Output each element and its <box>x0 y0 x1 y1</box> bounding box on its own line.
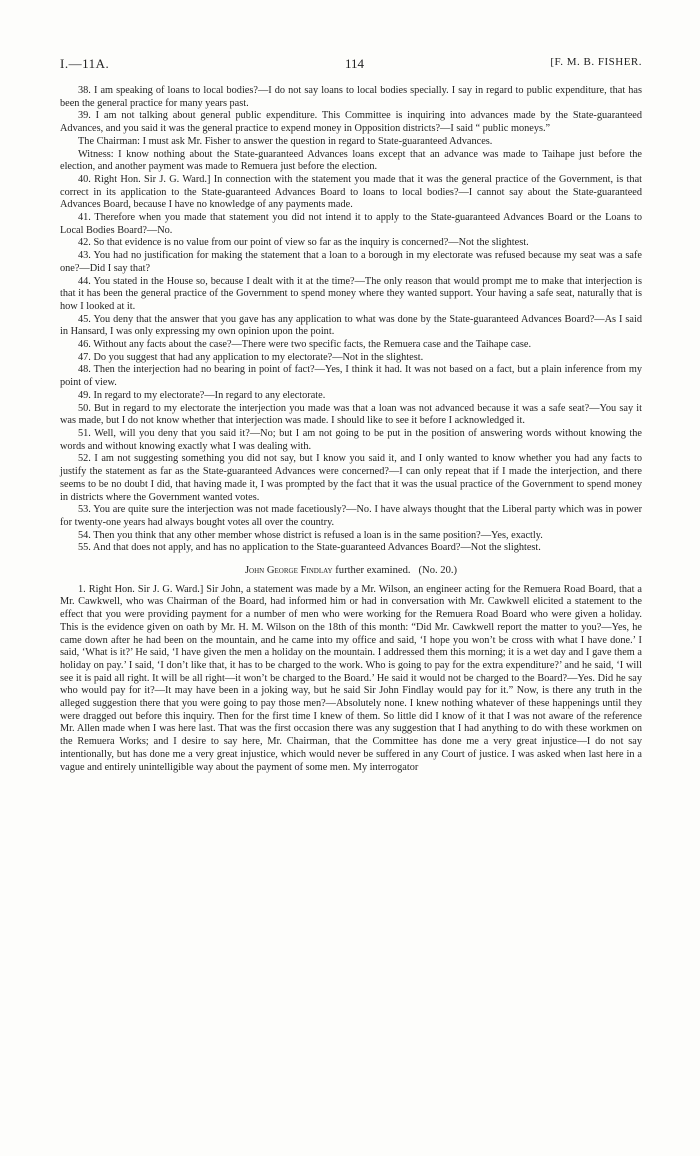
paragraph-q47: 47. Do you suggest that had any application to my electorate?—Not in the slightest. <box>78 351 424 363</box>
paragraph-q55: 55. And that does not apply, and has no application to the State-guaranteed Advances Board?—Not the slightest. <box>78 542 541 554</box>
paragraph-q42: 42. So that evidence is no value from our point of view so far as the inquiry is concerned?—Not the slightest. <box>78 237 529 249</box>
paragraph-q50: 50. But in regard to my electorate the interjection you made was that a loan was not advanced because it was a safe seat?—You say it was made, but I do not know whether that interjection was made. I should like to see it before I acknowledged it. <box>60 402 642 427</box>
paragraph-witness: Witness: I know nothing about the State-guaranteed Advances loans except that an advance was made to Taihape just before the election, and another payment was made to Remuera just before the election. <box>60 148 642 173</box>
witness-section-heading <box>60 565 642 578</box>
paragraph-q44: 44. You stated in the House so, because I dealt with it at the time?—The only reason that would prompt me to make that interjection is that it has been the general practice of the Government to spend money where they wanted support. Your having a safe seat, naturally that is how I looked at it. <box>60 275 642 312</box>
paragraph-q51: 51. Well, will you deny that you said it?—No; but I am not going to be put in the position of answering words without knowing the words and without knowing exactly what I was dealing with. <box>60 427 642 452</box>
header-parliamentary-paper-reference: I.—11A. <box>60 56 110 71</box>
paragraph-q38: 38. I am speaking of loans to local bodies?—I do not say loans to local bodies specially. I say in regard to public expenditure, that has been the general practice for many years past. <box>60 85 642 109</box>
page-header <box>60 56 642 74</box>
paragraph-q45: 45. You deny that the answer that you gave has any application to what was done by the State-guaranteed Advances Board?—As I said in Hansard, I was only expressing my own opinion upon the point. <box>60 313 642 338</box>
paragraph-q48: 48. Then the interjection had no bearing in point of fact?—Yes, I think it had. It was not based on a fact, but a plain inference from my point of view. <box>60 364 642 389</box>
header-page-number: 114 <box>345 56 365 71</box>
paragraph-q52: 52. I am not suggesting something you did not say, but I know you said it, and I only wanted to know whether you had any facts to justify the statement as far as the State-guaranteed Advances were concerned?—I can only repeat that if I made the interjection, and there seems to be no doubt I did, that having made it, I was prompted by the fact that it was the usual practice of the Government to spend money in districts where the Government wanted votes. <box>60 453 642 503</box>
header-witness-name: [F. M. B. FISHER. <box>550 56 642 68</box>
paragraph-q43: 43. You had no justification for making the statement that a loan to a borough in my electorate was refused because my seat was a safe one?—Did I say that? <box>60 250 642 274</box>
paragraph-chairman: The Chairman: I must ask Mr. Fisher to answer the question in regard to State-guaranteed Advances. <box>78 135 493 147</box>
paragraph-q46: 46. Without any facts about the case?—There were two specific facts, the Remuera case and the Taihape case. <box>78 339 532 351</box>
paragraph-q49: 49. In regard to my electorate?—In regard to any electorate. <box>78 389 326 401</box>
paragraph-q41: 41. Therefore when you made that statement you did not intend it to apply to the State-guaranteed Advances Board or the Loans to Local Bodies Board?—No. <box>60 212 642 236</box>
paragraph-q40: 40. Right Hon. Sir J. G. Ward.] In connection with the statement you made that it was the general practice of the Government, is that correct in its application to the State-guaranteed Advances Board to loans to local bodies?—I cannot say about the State-guaranteed Advances Board, because I have no knowledge of any payments made. <box>60 173 642 211</box>
paragraph-findlay-q1: 1. Right Hon. Sir J. G. Ward.] Sir John, a statement was made by a Mr. Wilson, an engineer acting for the Remuera Road Board, that a Mr. Cawkwell, who was Chairman of the Board, had informed him or had in conversation with Mr. Cawkwell elicited a statement to the effect that you were providing payment for a number of men who were working for the Remuera Road Board who were given a holiday. This is the evidence given on oath by Mr. H. M. Wilson on the 18th of this month: “Did Mr. Cawkwell report the matter to you?—Yes, he came down after he had been on the mountain, and he came into my office and said, ‘I hope you won’t be cross with what I have done.’ I said, ‘What is it?’ He said, ‘I have given the men a holiday on the mountain. I addressed them this morning; it is a wet day and I gave them a holiday on pay.’ I said, ‘I don’t like that, it has to be charged to the work. Who is going to pay for the extra expenditure?’ and he said, ‘I will see it is paid all right. It will be all right—it won’t be charged to the Board.’ He said it would not be charged to the Board?—Yes. Did he say who would pay for it?—It may have been in a joking way, but he said Sir John Findlay would pay for it.” Now, is there any truth in the alleged suggestion there that you were going to pay those men?—Absolutely none. I knew nothing whatever of these happenings until they were dragged out before this inquiry. Then for the first time I knew of them. So little did I know of it that I was not aware of the reference Mr. Allen made when I was here last. That was the first occasion there was any suggestion that I had anything to do with these workmen on the Remuera Works; and I desire to say here, Mr. Chairman, that the Committee has done me a very great injustice—I do not say intentionally, but has done me a very great injustice, which would never be suffered in any Court of justice. I was asked when last here in a vague and entirely unintelligible way about the payment of some men. My interrogator <box>60 583 642 773</box>
witness-name: John George Findlay <box>244 565 333 577</box>
paragraph-q39: 39. I am not talking about general public expenditure. This Committee is inquiring into advances made by the State-guaranteed Advances, and you said it was the general practice to expend money in Opposition districts?—I said “ public moneys.” <box>60 110 642 135</box>
witness-heading-rest: further examined. <box>335 565 411 577</box>
evidence-body <box>60 85 642 774</box>
witness-heading-number: (No. 20.) <box>418 565 458 577</box>
paragraph-q53: 53. You are quite sure the interjection was not made facetiously?—No. I have always thought that the Liberal party which was in power for twenty-one years had always bought votes all over the country. <box>60 504 642 528</box>
paragraph-q54: 54. Then you think that any other member whose district is refused a loan is in the same position?—Yes, exactly. <box>78 529 543 541</box>
